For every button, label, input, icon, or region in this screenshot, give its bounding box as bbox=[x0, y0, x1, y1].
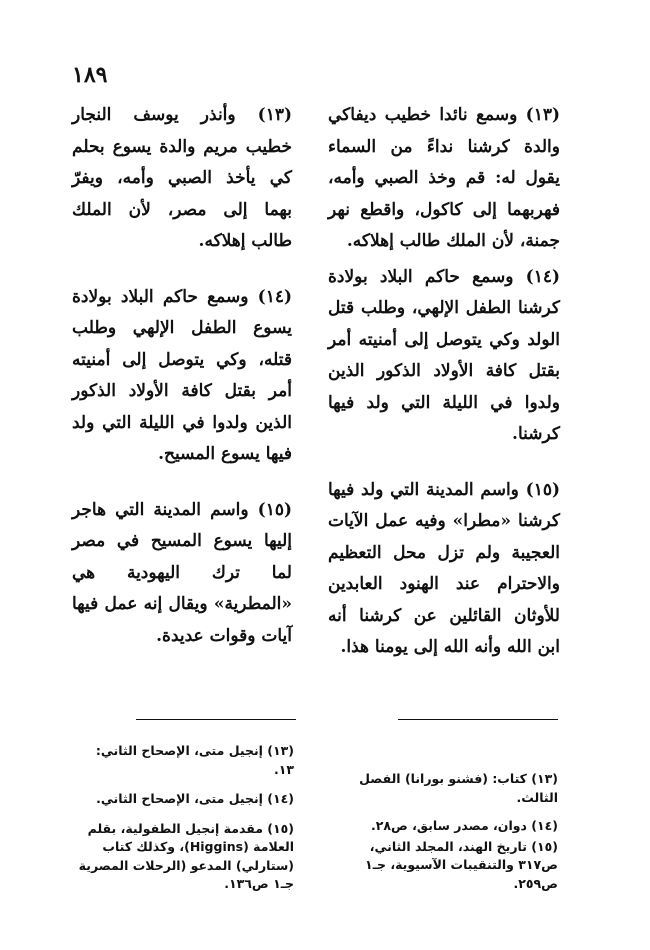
footnote-divider bbox=[398, 719, 558, 720]
paragraph bbox=[72, 282, 292, 471]
paragraph-number: (١٤) bbox=[257, 286, 292, 307]
left-column bbox=[72, 100, 292, 676]
footnotes-right bbox=[332, 770, 558, 895]
footnote: (١٤) إنجيل متى، الإصحاح الثاني. bbox=[96, 791, 294, 806]
paragraph bbox=[328, 475, 560, 664]
paragraph bbox=[72, 100, 292, 258]
paragraph-text: واسم المدينة التي ولد فيها كرشنا «مطرا» وفيه عمل الآيات العجيبة ولم تزل محل التعظيم والاحترام عند الهنود العابدين للأوثان القائلين عن كرشنا أنه ابن الله وأنه الله إلى يومنا هذا. bbox=[328, 479, 560, 657]
paragraph-number: (١٣) bbox=[257, 105, 292, 125]
paragraph bbox=[72, 495, 292, 653]
paragraph-number: (١٥) bbox=[525, 479, 560, 500]
paragraph-text: وأنذر يوسف النجار خطيب مريم والدة يسوع بحلم كي يأخذ الصبي وأمه، ويفرّ بهما إلى مصر، لأن الملك طالب إهلاكه. bbox=[72, 105, 292, 251]
footnote: (١٤) دوان، مصدر سابق، ص٢٨. bbox=[371, 818, 558, 833]
paragraph-number: (١٤) bbox=[525, 266, 560, 287]
paragraph bbox=[328, 100, 560, 258]
paragraph-number: (١٣) bbox=[525, 105, 561, 125]
paragraph-text: وسمع نائدا خطيب ديفاكي والدة كرشنا نداءً من السماء يقول له: قم وخذ الصبي وأمه، فهربهما إلى كاكول، واقطع نهر جمنة، لأن الملك طالب إهلاكه. bbox=[328, 105, 560, 251]
paragraph bbox=[328, 262, 560, 451]
footnote: (١٣) كتاب: (فشنو بورانا) الفصل الثالث. bbox=[359, 771, 558, 805]
paragraph-text: وسمع حاكم البلاد بولادة يسوع الطفل الإلهي وطلب قتله، وكي يتوصل إلى أمنيته أمر بقتل كافة الأولاد الذكور الذين ولدوا في الليلة التي ولد فيها يسوع المسيح. bbox=[72, 286, 292, 464]
paragraph-number: (١٥) bbox=[257, 499, 292, 520]
paragraph-text: وسمع حاكم البلاد بولادة كرشنا الطفل الإلهي، وطلب قتل الولد وكي يتوصل إلى أمنيته أمر بقتل كافة الأولاد الذكور الذين ولدوا في الليلة التي ولد فيها كرشنا. bbox=[328, 266, 560, 444]
page-number: ١٨٩ bbox=[72, 62, 108, 88]
footnote: (١٣) إنجيل متى، الإصحاح الثاني: ١٣. bbox=[95, 743, 294, 777]
footnote-divider bbox=[136, 719, 296, 720]
paragraph-text: واسم المدينة التي هاجر إليها يسوع المسيح في مصر لما ترك اليهودية هي «المطرية» ويقال إنه عمل فيها آيات وقوات عديدة. bbox=[72, 499, 292, 646]
footnote: (١٥) مقدمة إنجيل الطفولية، بقلم العلامة (Higgins)، وكذلك كتاب (ستارلي) المدعو (الرحلات المصرية جـ١ ص١٣٦. bbox=[78, 820, 294, 891]
footnotes-left bbox=[72, 742, 294, 905]
footnote: (١٥) تاريخ الهند، المجلد الثاني، ص٣١٧ والتنقيبات الآسيوية، جـ١ ص٢٥٩. bbox=[365, 838, 558, 891]
right-column bbox=[328, 100, 560, 688]
